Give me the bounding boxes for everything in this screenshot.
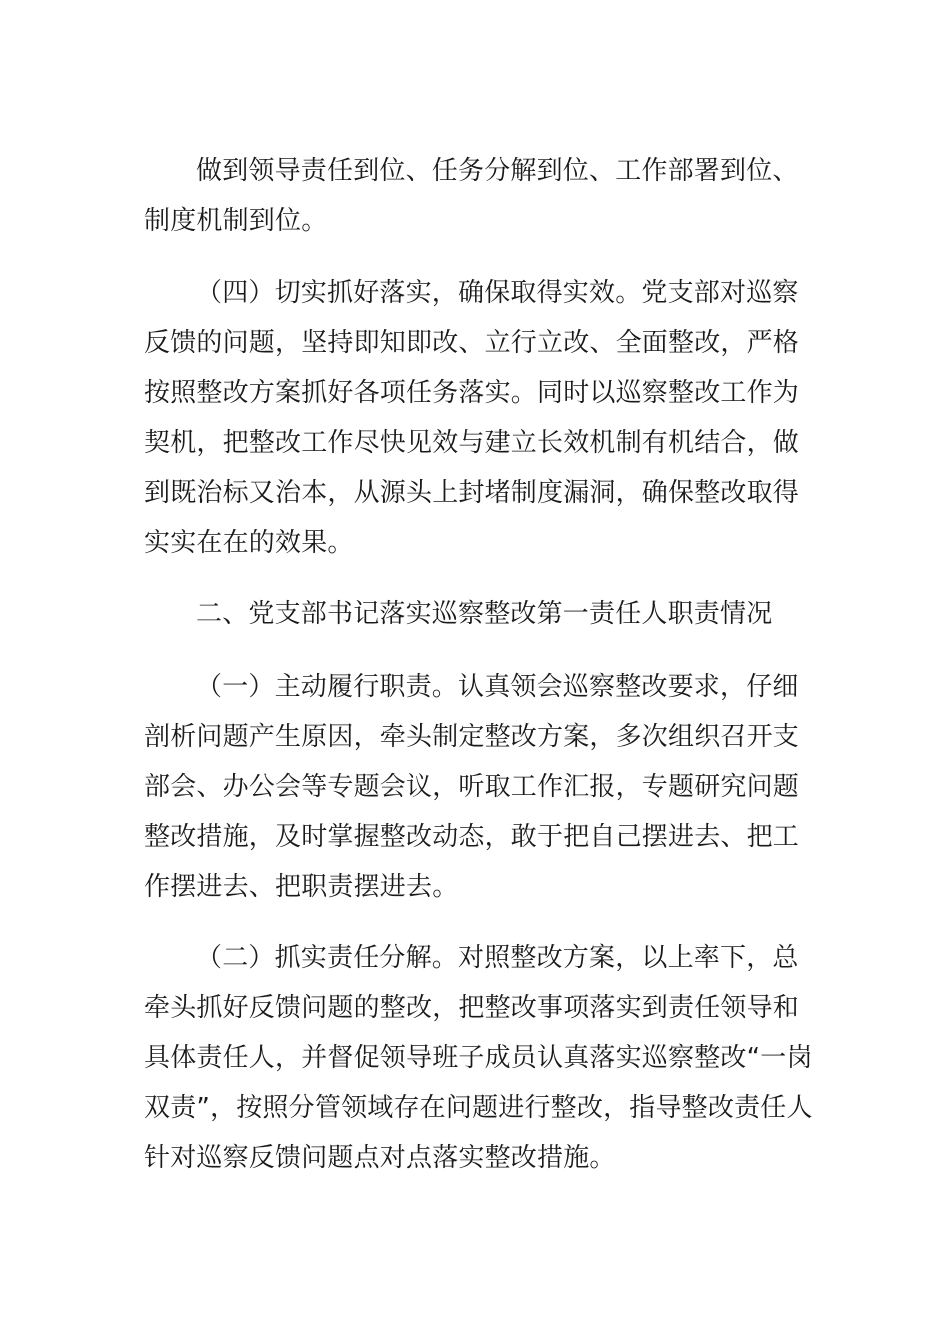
section-heading-text: 二、党支部书记落实巡察整改第一责任人职责情况 — [196, 599, 773, 629]
text-line: 实实在在的效果。 — [144, 528, 354, 558]
text-line: 具体责任人，并督促领导班子成员认真落实巡察整改“一岗 — [144, 1043, 813, 1073]
paragraph-subsection-two — [144, 933, 813, 1183]
text-line: 部会、办公会等专题会议，听取工作汇报，专题研究问题 — [144, 772, 800, 802]
text-line: （二）抓实责任分解。对照整改方案，以上率下，总 — [196, 943, 799, 973]
text-line: 牵头抓好反馈问题的整改，把整改事项落实到责任领导和 — [144, 993, 800, 1023]
text-line: 按照整改方案抓好各项任务落实。同时以巡察整改工作为 — [144, 378, 800, 408]
text-line: 剖析问题产生原因，牵头制定整改方案，多次组织召开支 — [144, 722, 800, 752]
text-line: 整改措施，及时掌握整改动态，敢于把自己摆进去、把工 — [144, 822, 800, 852]
text-line: 制度机制到位。 — [144, 206, 328, 236]
section-heading-two — [144, 589, 804, 639]
text-line: （四）切实抓好落实，确保取得实效。党支部对巡察 — [196, 278, 799, 308]
paragraph-subsection-one — [144, 662, 804, 912]
text-line: 作摆进去、把职责摆进去。 — [144, 872, 459, 902]
text-line: 双责”，按照分管领域存在问题进行整改，指导整改责任人 — [144, 1093, 813, 1123]
text-line: 契机，把整改工作尽快见效与建立长效机制有机结合，做 — [144, 428, 800, 458]
paragraph-leadership-in-place — [144, 146, 804, 246]
paragraph-section-four — [144, 268, 804, 568]
text-line: 反馈的问题，坚持即知即改、立行立改、全面整改，严格 — [144, 328, 800, 358]
text-line: 针对巡察反馈问题点对点落实整改措施。 — [144, 1143, 616, 1173]
text-line: 到既治标又治本，从源头上封堵制度漏洞，确保整改取得 — [144, 478, 800, 508]
text-line: 做到领导责任到位、任务分解到位、工作部署到位、 — [196, 156, 799, 186]
text-line: （一）主动履行职责。认真领会巡察整改要求，仔细 — [196, 672, 799, 702]
